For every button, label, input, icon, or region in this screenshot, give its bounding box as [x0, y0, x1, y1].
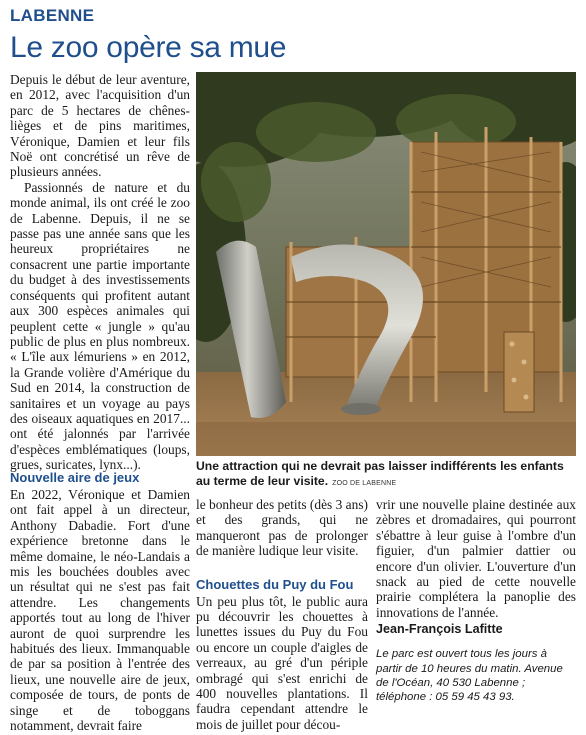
practical-info: Le parc est ouvert tous les jours à partir de 10 heures du matin. Avenue de l'Océan, 40 530 Labenne ; téléphone : 05 59 45 43 93.	[376, 648, 563, 704]
photo-credit: ZOO DE LABENNE	[332, 480, 397, 487]
photo-caption	[196, 459, 576, 491]
intro-paragraph-1: Depuis le début de leur aventure, en 2012, avec l'acquisition d'un parc de 5 hectares de chênes-lièges et de pins maritimes, Véronique, Damien et leur fils Noë ont concrétisé un rêve de plusieurs années.	[10, 72, 190, 180]
column-2	[196, 497, 368, 732]
column-3	[376, 497, 576, 705]
caption-text: Une attraction qui ne devrait pas laisser indifférents les enfants au terme de leur visite.	[196, 459, 564, 488]
section2-paragraph: Un peu plus tôt, le public aura pu découvrir les chouettes à lunettes issues du Puy du Fou ou encore un couple d'aigles de verreaux, au gré d'un périple ombragé qui s'est enrichi de 400 nouvelles plantations. Il faudra cependant attendre le mois de juillet pour décou-	[196, 593, 368, 732]
column-1	[10, 470, 190, 734]
section1-continuation: le bonheur des petits (dès 3 ans) et des grands, qui ne manqueront pas de prolonger de manière ludique leur visite.	[196, 497, 368, 559]
subheading-owls: Chouettes du Puy du Fou	[196, 576, 354, 592]
section-kicker: LABENNE	[10, 6, 95, 25]
section2-continuation: vrir une nouvelle plaine destinée aux zèbres et dromadaires, qui pourront s'ébattre à leur guise à l'ombre d'un figuier, d'un palmier dattier ou encore d'un olivier. L'ouverture d'un snack au pied de cette nouvelle prairie complétera la panoplie des innovations de l'année.	[376, 497, 576, 620]
headline: Le zoo opère sa mue	[10, 31, 287, 64]
playground-photo	[196, 72, 576, 456]
section1-paragraph: En 2022, Véronique et Damien ont fait appel à un directeur, Anthony Dabadie. Fort d'une expérience bretonne dans le même domaine, le néo-Landais a mis les bouchées doubles avec un résultat qui ne s'est pas fait attendre. Les changements apportés tout au long de l'hiver auront de quoi surprendre les habitués des lieux. Immanquable de par sa position à l'entrée des lieux, une nouvelle aire de jeux, composée de tours, de ponts de singe et de toboggans notamment, devrait faire	[10, 487, 190, 734]
intro-paragraph-2: Passionnés de nature et du monde animal, ils ont créé le zoo de Labenne. Depuis, il ne se passe pas une année sans que les heureux propriétaires ne consacrent une partie importante du budget à des investissements conséquents qui profitent autant aux 300 espèces animales qui peuplent cette « jungle » qu'au public de plus en plus nombreux. « L'île aux lémuriens » en 2012, la Grande volière d'Amérique du Sud en 2014, la construction de sanitaires et un voyage au pays des oiseaux aquatiques en 2017... ont été jalonnés par l'arrivée d'espèces emblématiques (loups, grues, suricates, lynx...).	[10, 179, 190, 473]
subheading-playground: Nouvelle aire de jeux	[10, 470, 140, 485]
author-signature: Jean-François Lafitte	[376, 622, 503, 637]
intro-column	[10, 72, 190, 473]
